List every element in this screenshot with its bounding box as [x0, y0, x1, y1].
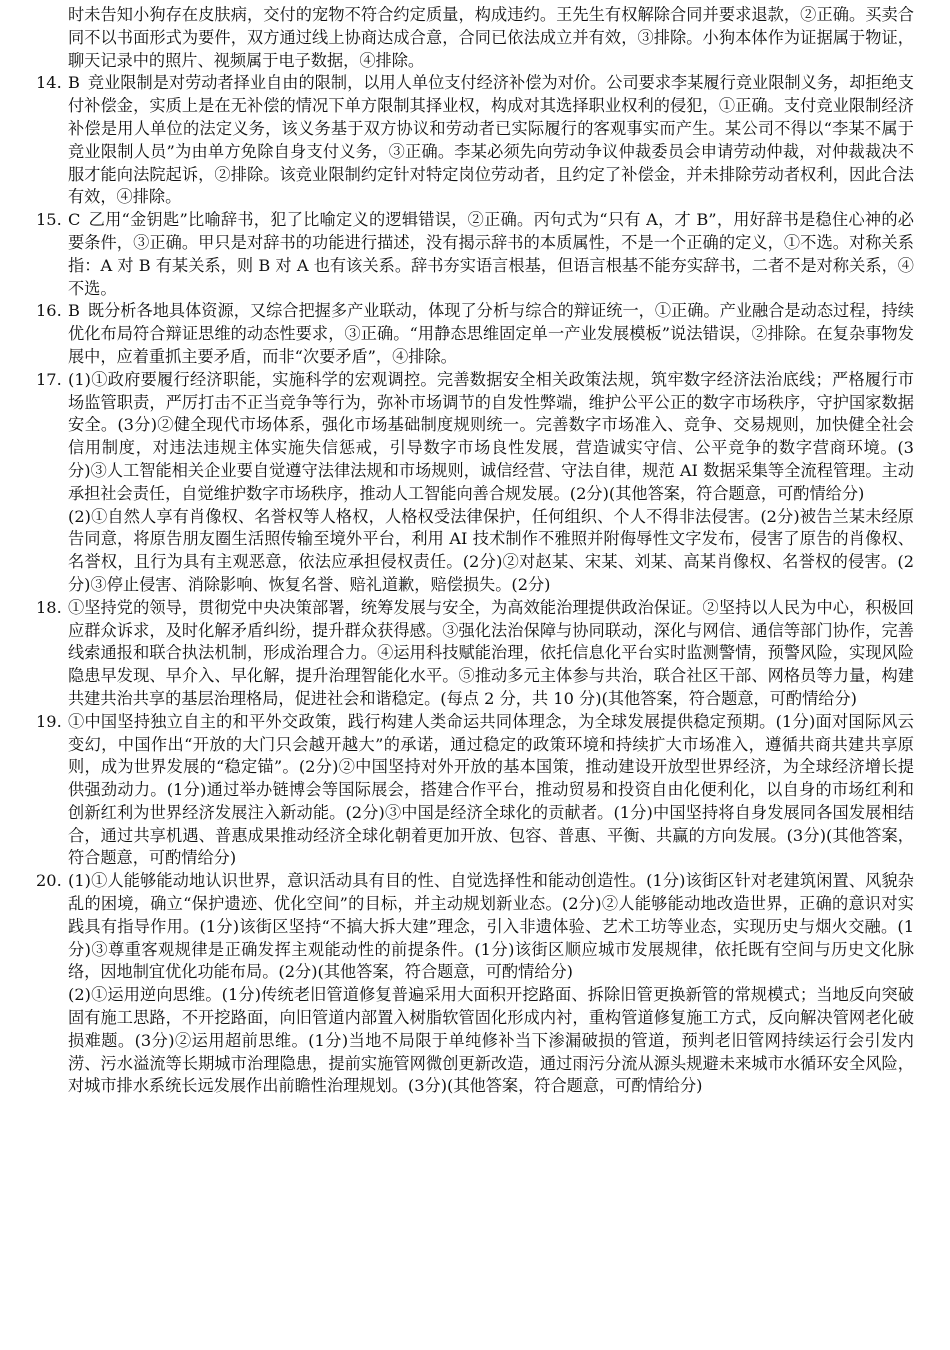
item-number: 15. [36, 210, 62, 230]
item-number: 17. [36, 369, 62, 389]
item-body-part-1: (1)①政府要履行经济职能，实施科学的宏观调控。完善数据安全相关政策法规，筑牢数字经济法治底线；严格履行市场监管职责，严厉打击不正当竞争等行为，弥补市场调节的自发性弊端，维护公平公正的数字市场秩序，守护国家数据安全。(3分)②健全现代市场体系，强化市场基础制度规则统一。完善数字市场准入、竞争、交易规则，加快健全社会信用制度，对违法违规主体实施失信惩戒，引导数字市场良性发展，营造诚实守信、公平竞争的数字营商环境。(3分)③人工智能相关企业要自觉遵守法律法规和市场规则，诚信经营、守法自律，规范 AI 数据采集等全流程管理。主动承担社会责任，自觉维护数字市场秩序，推动人工智能向善合规发展。(2分)(其他答案，符合题意，可酌情给分) [68, 369, 914, 503]
item-body-part-1: (1)①人能够能动地认识世界，意识活动具有目的性、自觉选择性和能动创造性。(1分)该街区针对老建筑闲置、风貌杂乱的困境，确立“保护遗迹、优化空间”的目标，并主动规划新业态。(2分)②人能够能动地改造世界，正确的意识对实践具有指导作用。(1分)该街区坚持“不搞大拆大建”理念，引入非遗体验、艺术工坊等业态，实现历史与烟火交融。(1分)③尊重客观规律是正确发挥主观能动性的前提条件。(1分)该街区顺应城市发展规律，依托既有空间与历史文化脉络，因地制宜优化功能布局。(2分)(其他答案，符合题意，可酌情给分) [68, 871, 914, 982]
item-body-part-2: (2)①自然人享有肖像权、名誉权等人格权，人格权受法律保护，任何组织、个人不得非法侵害。(2分)被告兰某未经原告同意，将原告朋友圈生活照传输至境外平台，利用 AI 技术制作不雅照并附侮辱性文字发布，侵害了原告的肖像权、名誉权，且行为具有主观恶意，依法应承担侵权责任。(2分)②对赵某、宋某、刘某、高某肖像权、名誉权的侵害。(2分)③停止侵害、消除影响、恢复名誉、赔礼道歉，赔偿损失。(2分) [68, 506, 914, 594]
item-body [68, 300, 914, 368]
answer-item-19 [36, 711, 914, 871]
intro-paragraph: 时未告知小狗存在皮肤病，交付的宠物不符合约定质量，构成违约。王先生有权解除合同并要求退款，②正确。买卖合同不以书面形式为要件，双方通过线上协商达成合意，合同已依法成立并有效，③排除。小狗本体作为证据属于物证，聊天记录中的照片、视频属于电子数据，④排除。 [68, 5, 914, 70]
answer-item-15 [36, 209, 914, 300]
item-answer: C [68, 210, 81, 230]
item-number: 14. [36, 73, 62, 93]
item-number: 18. [36, 597, 62, 617]
item-body: ①中国坚持独立自主的和平外交政策，践行构建人类命运共同体理念，为全球发展提供稳定预期。(1分)面对国际风云变幻，中国作出“开放的大门只会越开越大”的承诺，通过稳定的政策环境和持续扩大市场准入，遵循共商共建共享原则，成为世界发展的“稳定锚”。(2分)②中国坚持对外开放的基本国策，推动建设开放型世界经济，为全球经济增长提供强劲动力。(1分)通过举办链博会等国际展会，搭建合作平台，推动贸易和投资自由化便利化，以自身的市场红利和创新红利为世界经济发展注入新动能。(2分)③中国是经济全球化的贡献者。(1分)中国坚持将自身发展同各国发展相结合，通过共享机遇、普惠成果推动经济全球化朝着更加开放、包容、普惠、平衡、共赢的方向发展。(3分)(其他答案，符合题意，可酌情给分) [68, 711, 914, 868]
item-body [68, 72, 914, 209]
item-text: 既分析各地具体资源，又综合把握多产业联动，体现了分析与综合的辩证统一，①正确。产业融合是动态过程，持续优化布局符合辩证思维的动态性要求，③正确。“用静态思维固定单一产业发展模板”说法错误，②排除。在复杂事物发展中，应着重抓主要矛盾，而非“次要矛盾”，④排除。 [68, 301, 914, 366]
answer-item-17 [36, 369, 914, 597]
answer-item-18 [36, 597, 914, 711]
answer-item-14 [36, 72, 914, 209]
answer-item-16 [36, 300, 914, 368]
item-number: 16. [36, 301, 62, 321]
item-text: 竞业限制是对劳动者择业自由的限制，以用人单位支付经济补偿为对价。公司要求李某履行竞业限制义务，却拒绝支付补偿金，实质上是在无补偿的情况下单方限制其择业权，构成对其选择职业权利的侵犯，①正确。支付竞业限制经济补偿是用人单位的法定义务，该义务基于双方协议和劳动者已实际履行的客观事实而产生。某公司不得以“李某不属于竞业限制人员”为由单方免除自身支付义务，③正确。李某必须先向劳动争议仲裁委员会申请劳动仲裁，对仲裁裁决不服才能向法院起诉，②排除。该竞业限制约定针对特定岗位劳动者，且约定了补偿金，并未排除劳动者权利，因此合法有效，④排除。 [68, 73, 914, 207]
item-answer: B [68, 301, 80, 321]
item-answer: B [68, 73, 80, 93]
item-body: ①坚持党的领导，贯彻党中央决策部署，统筹发展与安全，为高效能治理提供政治保证。②坚持以人民为中心，积极回应群众诉求，及时化解矛盾纠纷，提升群众获得感。③强化法治保障与协同联动，深化与网信、通信等部门协作，完善线索通报和联合执法机制，形成治理合力。④运用科技赋能治理，依托信息化平台实时监测警情，预警风险，实现风险隐患早发现、早介入、早化解，提升治理智能化水平。⑤推动多元主体参与共治，联合社区干部、网格员等力量，构建共建共治共享的基层治理格局，促进社会和谐稳定。(每点 2 分，共 10 分)(其他答案，符合题意，可酌情给分) [68, 597, 914, 708]
item-body-part-2: (2)①运用逆向思维。(1分)传统老旧管道修复普遍采用大面积开挖路面、拆除旧管更换新管的常规模式；当地反向突破固有施工思路，不开挖路面，向旧管道内部置入树脂软管固化形成内衬，重构管道修复施工方式，反向解决管网老化破损难题。(3分)②运用超前思维。(1分)当地不局限于单纯修补当下渗漏破损的管道，预判老旧管网持续运行会引发内涝、污水溢流等长期城市治理隐患，提前实施管网微创更新改造，通过雨污分流从源头规避未来城市水循环安全风险，对城市排水系统长远发展作出前瞻性治理规划。(3分)(其他答案，符合题意，可酌情给分) [68, 985, 914, 1096]
answer-item-20 [36, 870, 914, 1098]
item-number: 19. [36, 711, 62, 731]
item-number: 20. [36, 871, 62, 891]
item-text: 乙用“金钥匙”比喻辞书，犯了比喻定义的逻辑错误，②正确。丙句式为“只有 A，才 B”，用好辞书是稳住心神的必要条件，③正确。甲只是对辞书的功能进行描述，没有揭示辞书的本质属性，不是一个正确的定义，①不选。对称关系指：A 对 B 有某关系，则 B 对 A 也有该关系。辞书夯实语言根基，但语言根基不能夯实辞书，二者不是对称关系，④不选。 [68, 210, 914, 298]
item-body [68, 209, 914, 300]
